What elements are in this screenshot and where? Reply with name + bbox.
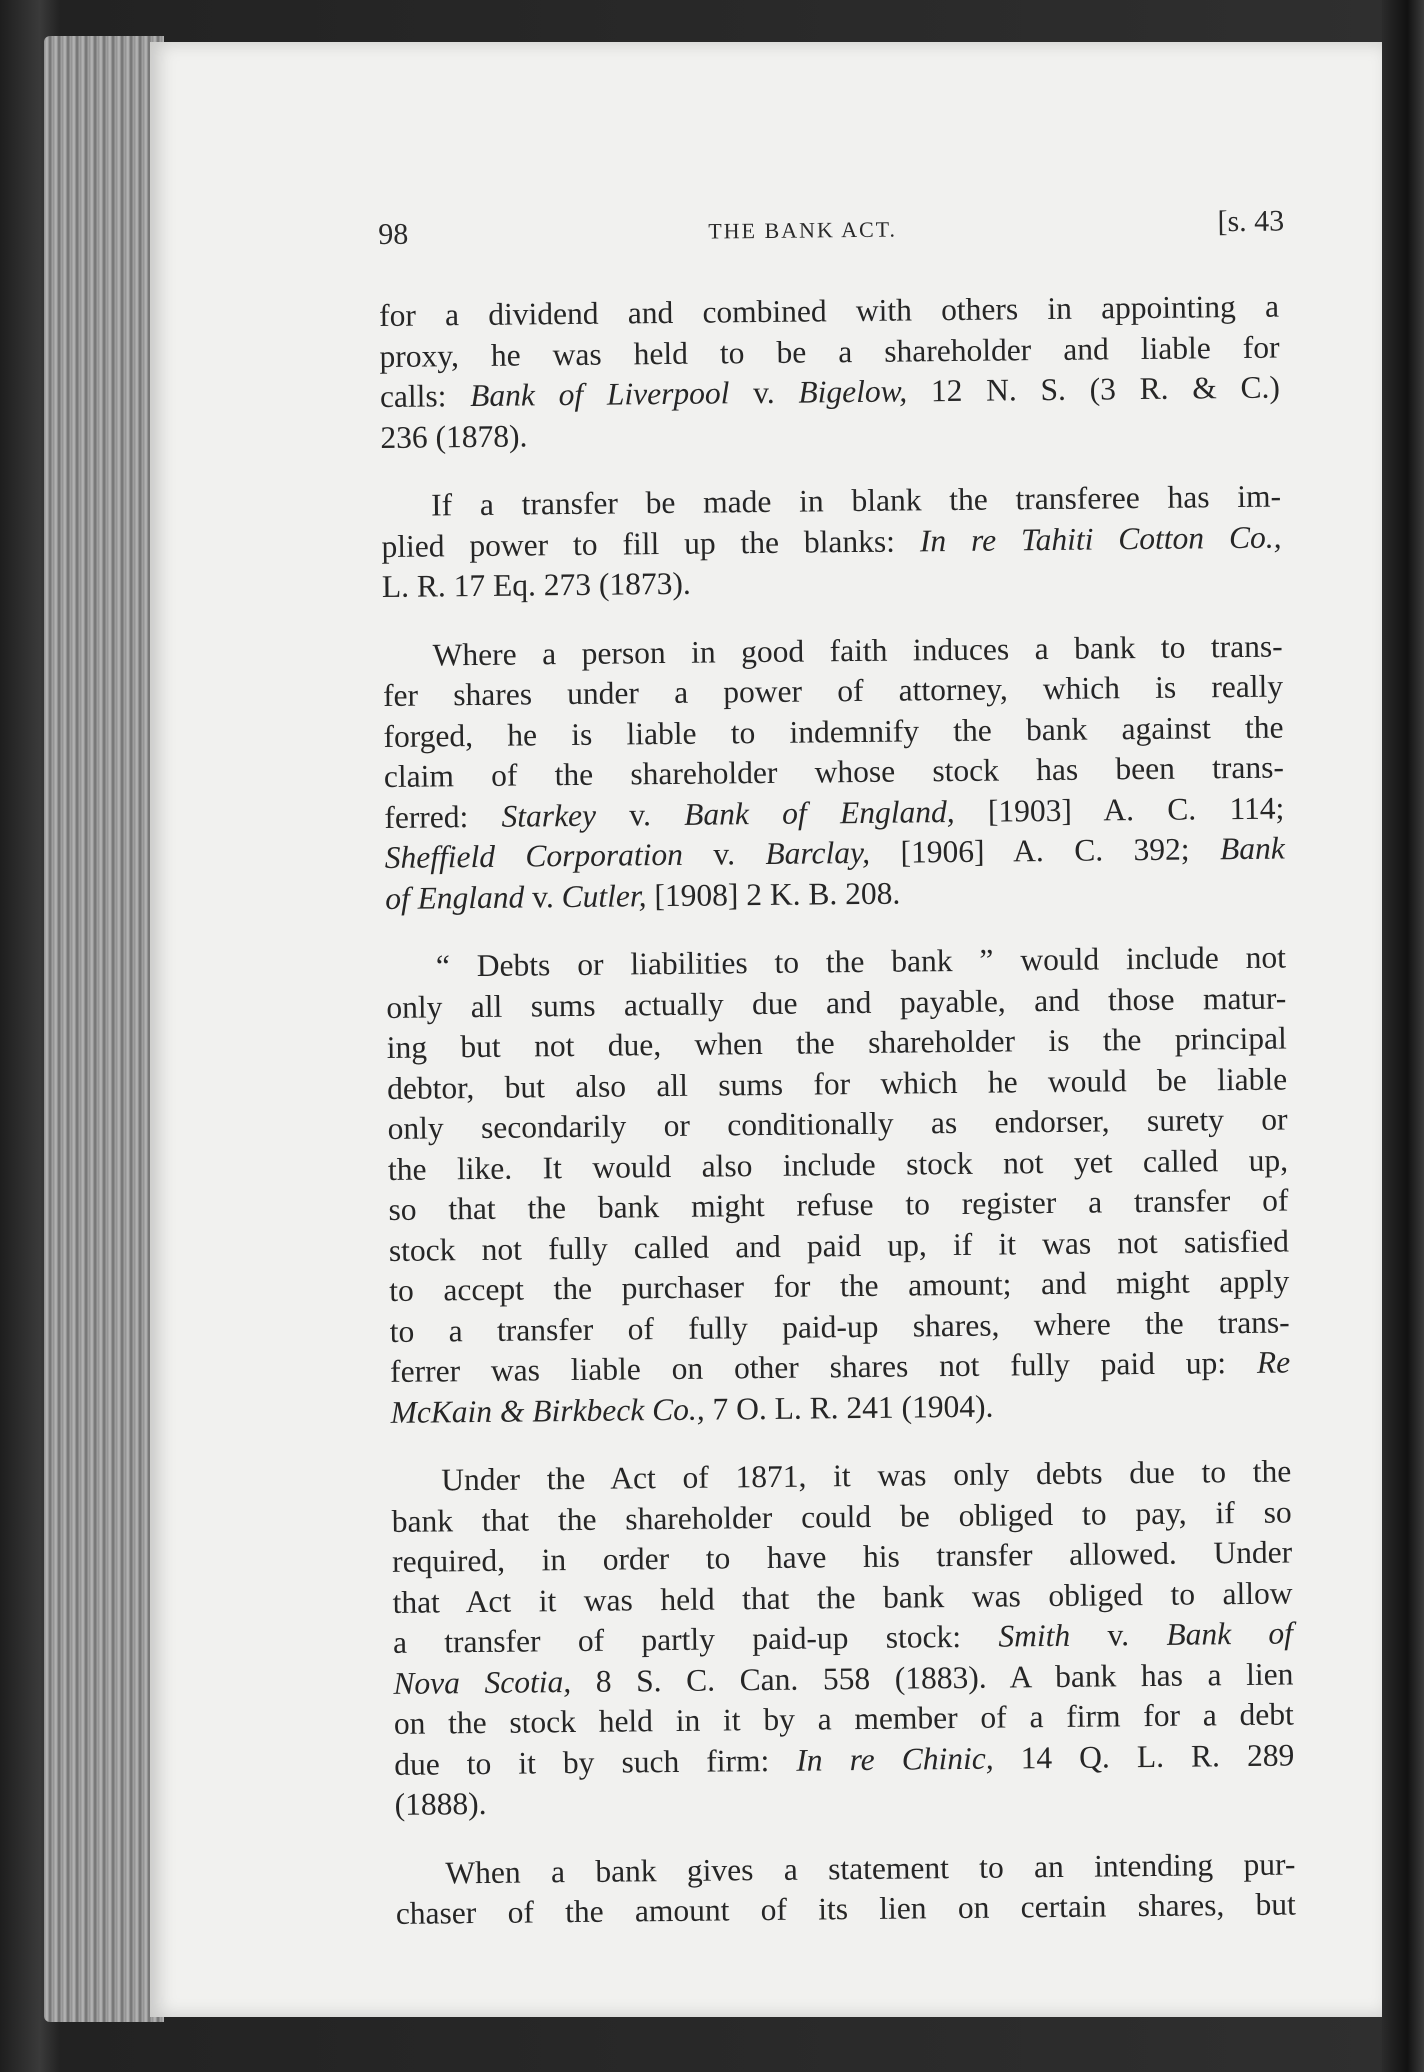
text-run: the like. It would also include stock not yet called up, <box>387 1142 1289 1187</box>
text-run: Under the Act of 1871, it was only debts due to the <box>441 1453 1292 1498</box>
text-run: bank that the shareholder could be obliged to pay, if so <box>391 1494 1292 1539</box>
italic-citation: Bank of England, <box>684 793 955 832</box>
text-run: calls: <box>379 378 471 414</box>
italic-citation: Bank of <box>1166 1615 1294 1652</box>
text-run: v. <box>682 835 766 872</box>
text-run: to accept the purchaser for the amount; and might apply <box>389 1263 1290 1308</box>
text-run: that Act it was held that the bank was obliged to allow <box>392 1575 1293 1620</box>
paragraph <box>395 1844 1296 1934</box>
text-run: 12 N. S. (3 R. & C.) <box>907 369 1281 409</box>
text-run: v. <box>595 796 685 833</box>
text-run: 236 (1878). <box>380 417 528 455</box>
text-line <box>396 1884 1296 1934</box>
italic-citation: Re <box>1256 1344 1291 1380</box>
text-run: ing but not due, when the shareholder is the principal <box>386 1020 1287 1065</box>
text-run: [1906] A. C. 392; <box>869 831 1221 870</box>
text-run: [1908] 2 K. B. 208. <box>646 875 901 913</box>
italic-citation: Cutler, <box>561 877 647 914</box>
italic-citation: Bigelow, <box>798 373 908 410</box>
section-reference: [s. 43 <box>1217 204 1285 239</box>
text-run: 8 S. C. Can. 558 (1883). A bank has a lien <box>570 1655 1294 1699</box>
running-title: THE BANK ACT. <box>708 216 898 244</box>
text-run: [1903] A. C. 114; <box>954 790 1285 829</box>
text-run: proxy, he was held to be a shareholder and liable for <box>379 329 1280 374</box>
running-head <box>378 201 1285 260</box>
text-run: v. <box>1069 1616 1167 1653</box>
paragraph <box>379 287 1281 458</box>
paragraph <box>391 1452 1295 1826</box>
text-run: a transfer of partly paid-up stock: <box>392 1618 999 1660</box>
body-text <box>379 287 1296 1935</box>
text-run: 7 O. L. R. 241 (1904). <box>704 1388 994 1427</box>
page-content <box>378 201 1296 1963</box>
text-run: (1888). <box>394 1785 487 1822</box>
text-run: “ Debts or liabilities to the bank ” would include not <box>435 939 1287 984</box>
italic-citation: Smith <box>998 1617 1071 1654</box>
paragraph <box>382 626 1285 919</box>
text-run: Where a person in good faith induces a bank to trans- <box>432 628 1283 672</box>
text-run: debtor, but also all sums for which he would be liable <box>387 1061 1288 1106</box>
italic-citation: In re Chinic, <box>796 1740 994 1778</box>
text-run: stock not fully called and paid up, if it was not satisfied <box>388 1223 1290 1268</box>
text-run: only secondarily or conditionally as endorser, surety or <box>387 1101 1288 1146</box>
text-line <box>382 558 1282 608</box>
italic-citation: Sheffield Corporation <box>384 836 684 875</box>
text-run: ferrer was liable on other shares not fully paid up: <box>389 1344 1258 1389</box>
book-page-edges <box>44 36 164 2022</box>
italic-citation: Starkey <box>501 797 597 834</box>
scanner-right-edge <box>1382 0 1424 2072</box>
text-run: to a transfer of fully paid-up shares, where the trans- <box>389 1304 1290 1349</box>
text-run: fer shares under a power of attorney, which is really <box>382 668 1284 713</box>
page-number: 98 <box>378 217 409 251</box>
text-run: chaser of the amount of its lien on certain shares, but <box>395 1886 1296 1931</box>
italic-citation: Bank <box>1219 830 1285 867</box>
text-run: for a dividend and combined with others in appointing a <box>378 288 1280 333</box>
italic-citation: of England <box>385 879 525 916</box>
text-run: v. <box>524 878 562 915</box>
text-run: due to it by such firm: <box>394 1742 797 1782</box>
text-run: 14 Q. L. R. 289 <box>993 1736 1295 1776</box>
italic-citation: In re Tahiti Cotton Co., <box>919 519 1282 558</box>
paragraph <box>381 477 1282 608</box>
text-run: v. <box>729 374 799 411</box>
text-run: on the stock held in it by a member of a firm for a debt <box>393 1696 1294 1741</box>
italic-citation: Bank of Liverpool <box>469 375 730 414</box>
text-run: forged, he is liable to indemnify the bank against the <box>383 709 1284 754</box>
text-run: L. R. 17 Eq. 273 (1873). <box>381 565 691 604</box>
text-run: When a bank gives a statement to an intending pur- <box>445 1845 1296 1890</box>
text-run: so that the bank might refuse to register a transfer of <box>388 1182 1289 1227</box>
italic-citation: Nova Scotia, <box>393 1663 572 1701</box>
italic-citation: McKain & Birkbeck Co., <box>390 1391 705 1430</box>
paragraph <box>386 938 1291 1433</box>
text-run: ferred: <box>384 798 502 835</box>
text-run: only all sums actually due and payable, and those matur- <box>386 980 1287 1025</box>
italic-citation: Barclay, <box>765 834 871 871</box>
text-run: If a transfer be made in blank the transferee has im- <box>430 478 1282 523</box>
text-run: required, in order to have his transfer allowed. Under <box>391 1534 1293 1579</box>
text-run: plied power to fill up the blanks: <box>381 522 921 564</box>
text-run: claim of the shareholder whose stock has been trans- <box>383 749 1285 794</box>
